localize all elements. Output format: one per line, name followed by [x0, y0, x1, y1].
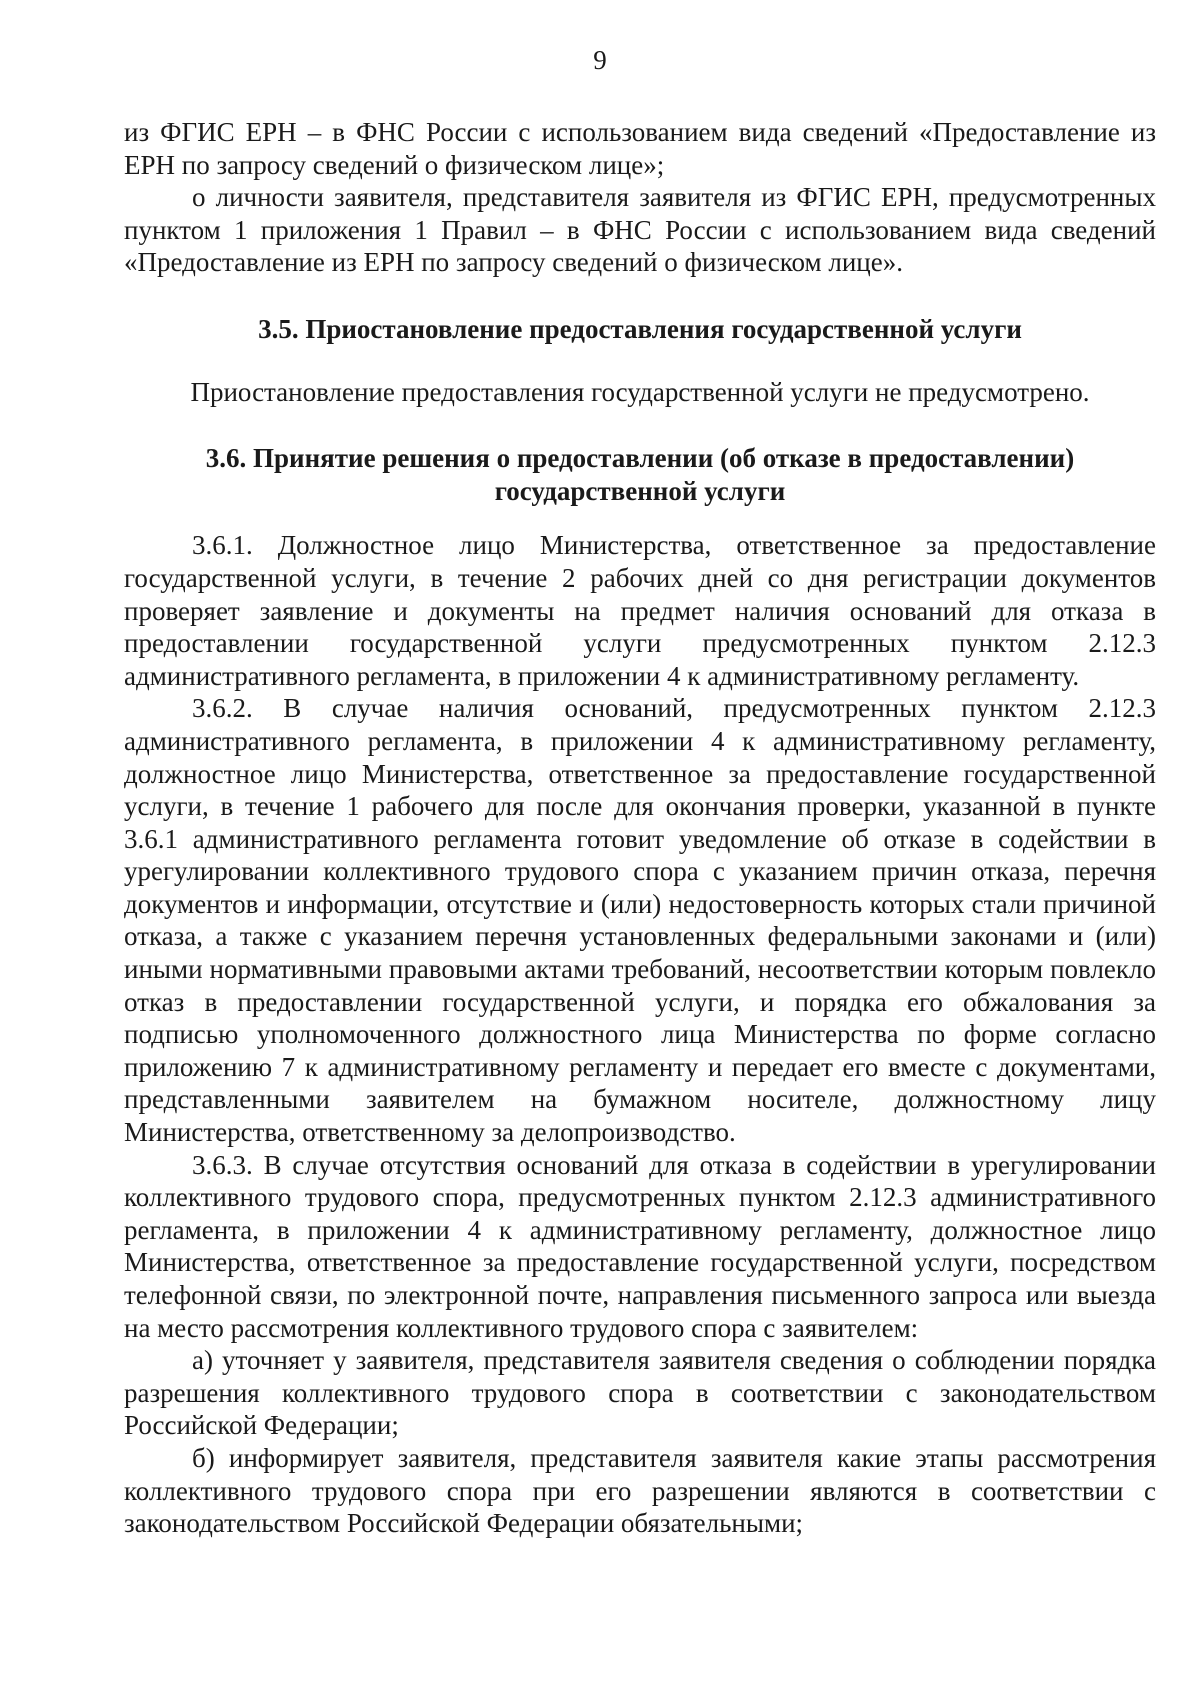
paragraph-3-6-1: 3.6.1. Должностное лицо Министерства, ответственное за предоставление государственной услуги, в течение 2 рабочих дней со дня регистрации документов проверяет заявление и документы на предмет наличия оснований для отказа в предоставлении государственной услуги предусмотренных пунктом 2.12.3 административного регламента, в приложении 4 к административному регламенту. — [124, 530, 1156, 691]
paragraph-frs-note: из ФГИС ЕРН – в ФНС России с использованием вида сведений «Предоставление из ЕРН по запросу сведений о физическом лице»; — [124, 117, 1156, 180]
paragraph-item-a: а) уточняет у заявителя, представителя заявителя сведения о соблюдении порядка разрешения коллективного трудового спора в соответствии с законодательством Российской Федерации; — [124, 1345, 1156, 1441]
spacer — [124, 346, 1156, 376]
paragraph-suspension: Приостановление предоставления государственной услуги не предусмотрено. — [190, 376, 1090, 407]
section-heading-3-6-line1: 3.6. Принятие решения о предоставлении (об отказе в предоставлении) — [205, 443, 1075, 474]
paragraph-identity-info: о личности заявителя, представителя заявителя из ФГИС ЕРН, предусмотренных пунктом 1 приложения 1 Правил – в ФНС России с использованием вида сведений «Предоставление из ЕРН по запросу сведений о физическом лице». — [124, 182, 1156, 278]
section-heading-3-6-line2: государственной услуги — [494, 475, 786, 506]
paragraph-item-b: б) информирует заявителя, представителя заявителя какие этапы рассмотрения коллективного трудового спора при его разрешении являются в соответствии с законодательством Российской Федерации обязательными; — [124, 1442, 1156, 1539]
document-body — [124, 116, 1156, 1540]
paragraph-3-6-2: 3.6.2. В случае наличия оснований, предусмотренных пунктом 2.12.3 административного регламента, в приложении 4 к административному регламенту, должностное лицо Министерства, ответственное за предоставление государственной услуги, в течение 1 рабочего для после для окончания проверки, указанной в пункте 3.6.1 административного регламента готовит уведомление об отказе в содействии в урегулировании коллективного трудового спора с указанием причин отказа, перечня документов и информации, отсутствие и (или) недостоверность которых стали причиной отказа, а также с указанием перечня установленных федеральными законами и (или) иными нормативными правовыми актами требований, несоответствии которым повлекло отказ в предоставлении государственной услуги, и порядка его обжалования за подписью уполномоченного должностного лица Министерства по форме согласно приложению 7 к административному регламенту и передает его вместе с документами, представленными заявителем на бумажном носителе, должностному лицу Министерства, ответственному за делопроизводство. — [124, 693, 1156, 1148]
spacer — [124, 408, 1156, 442]
spacer — [124, 507, 1156, 529]
paragraph-3-6-3: 3.6.3. В случае отсутствия оснований для отказа в содействии в урегулировании коллективного трудового спора, предусмотренных пунктом 2.12.3 административного регламента, в приложении 4 к административному регламенту, должностное лицо Министерства, ответственное за предоставление государственной услуги, посредством телефонной связи, по электронной почте, направления письменного запроса или выезда на место рассмотрения коллективного трудового спора с заявителем: — [124, 1149, 1156, 1343]
section-heading-3-5: 3.5. Приостановление предоставления государственной услуги — [258, 313, 1022, 344]
spacer — [124, 279, 1156, 313]
page-number: 9 — [593, 45, 607, 75]
